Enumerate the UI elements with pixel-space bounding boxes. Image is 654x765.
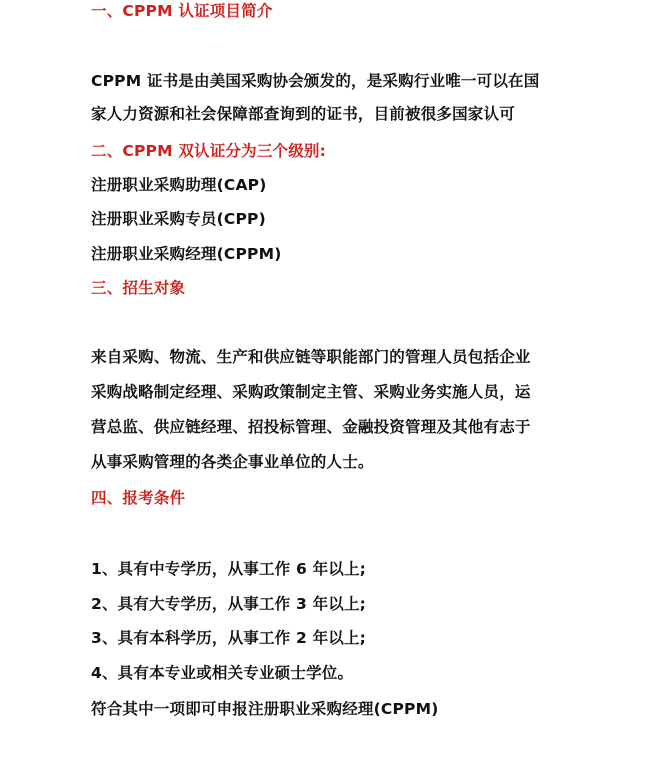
intro-paragraph-line-2: 家人力资源和社会保障部查询到的证书，目前被很多国家认可 (91, 105, 515, 123)
audience-paragraph-line-2: 采购战略制定经理、采购政策制定主管、采购业务实施人员，运 (91, 383, 531, 401)
level-item-cpp: 注册职业采购专员(CPP) (91, 210, 266, 228)
level-item-cap: 注册职业采购助理(CAP) (91, 176, 267, 194)
requirement-item-2: 2、具有大专学历，从事工作 3 年以上; (91, 595, 367, 613)
intro-paragraph-line-1: CPPM 证书是由美国采购协会颁发的，是采购行业唯一可以在国 (91, 72, 540, 90)
audience-paragraph-line-1: 来自采购、物流、生产和供应链等职能部门的管理人员包括企业 (91, 348, 531, 366)
audience-paragraph-line-4: 从事采购管理的各类企事业单位的人士。 (91, 453, 374, 471)
requirements-note: 符合其中一项即可申报注册职业采购经理(CPPM) (91, 700, 439, 718)
section-heading-audience: 三、招生对象 (91, 279, 186, 297)
section-heading-requirements: 四、报考条件 (91, 489, 186, 507)
section-heading-intro: 一、CPPM 认证项目简介 (91, 2, 273, 20)
section-heading-levels: 二、CPPM 双认证分为三个级别: (91, 142, 327, 160)
audience-paragraph-line-3: 营总监、供应链经理、招投标管理、金融投资管理及其他有志于 (91, 418, 531, 436)
requirement-item-3: 3、具有本科学历，从事工作 2 年以上; (91, 629, 367, 647)
level-item-cppm: 注册职业采购经理(CPPM) (91, 245, 282, 263)
requirement-item-1: 1、具有中专学历，从事工作 6 年以上; (91, 560, 367, 578)
requirement-item-4: 4、具有本专业或相关专业硕士学位。 (91, 664, 354, 682)
